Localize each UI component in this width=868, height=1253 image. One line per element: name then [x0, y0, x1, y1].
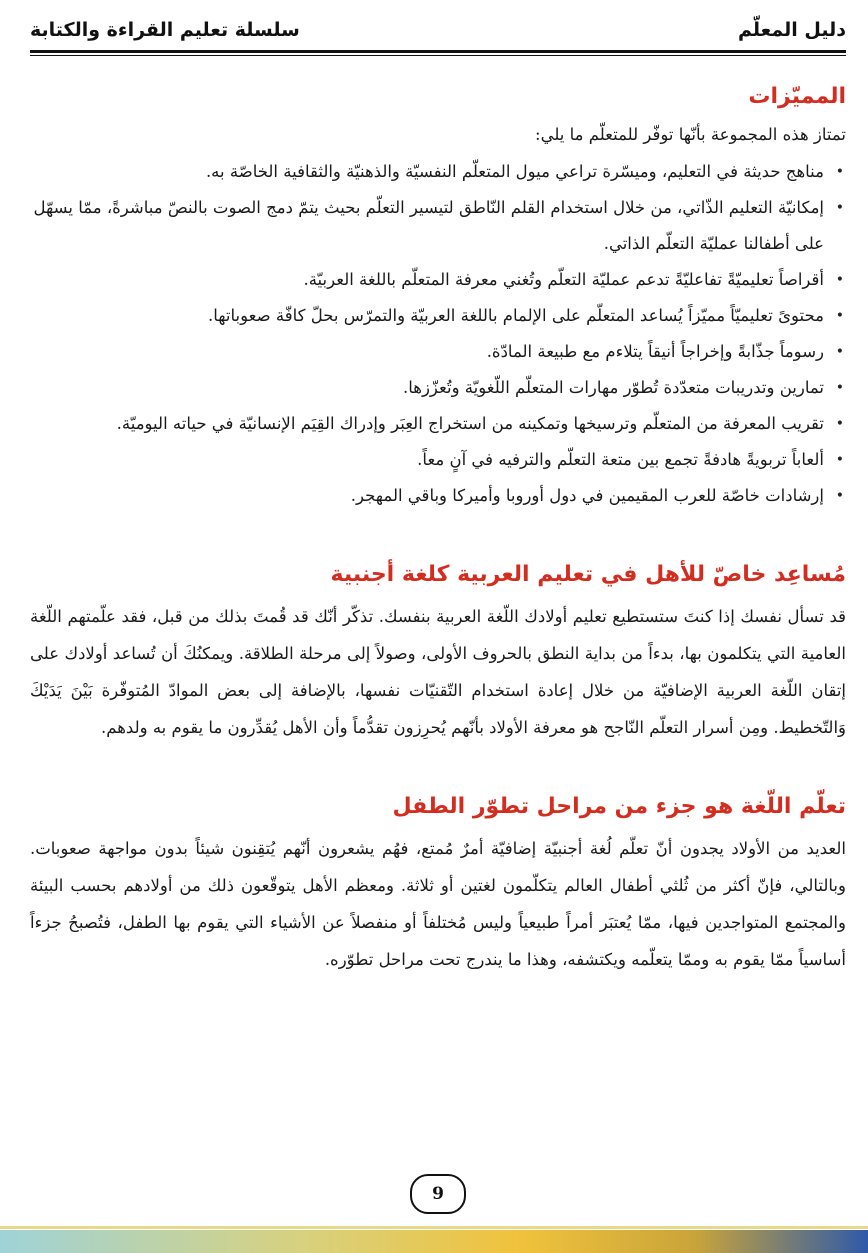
list-item: • ألعاباً تربويةً هادفةً تجمع بين متعة التعلّم والترفيه في آنٍ معاً.: [30, 442, 846, 478]
list-item: • محتوىً تعليميّاً مميّزاً يُساعد المتعلّم على الإلمام باللغة العربيّة والتمرّس بحلّ كافّة صعوباتها.: [30, 298, 846, 334]
bullet-icon: •: [835, 488, 844, 504]
list-item: • أقراصاً تعليميّةً تفاعليّةً تدعم عمليّة التعلّم وتُغني معرفة المتعلّم باللغة العربيّة.: [30, 262, 846, 298]
list-item: • إرشادات خاصّة للعرب المقيمين في دول أوروبا وأميركا وباقي المهجر.: [30, 478, 846, 514]
development-section: [30, 790, 846, 978]
page-number: 9: [410, 1174, 466, 1214]
bullet-icon: •: [835, 452, 844, 468]
bullet-icon: •: [835, 200, 844, 216]
features-title: المميّزات: [748, 84, 846, 109]
parents-title: مُساعِد خاصّ للأهل في تعليم العربية كلغة أجنبية: [330, 562, 846, 587]
guide-title: دليل المعلّم: [738, 19, 846, 41]
list-item: • تمارين وتدريبات متعدّدة تُطوّر مهارات المتعلّم اللّغويّة وتُعزّزها.: [30, 370, 846, 406]
bullet-icon: •: [835, 308, 844, 324]
header-divider-thin: [30, 55, 846, 56]
list-item: • تقريب المعرفة من المتعلّم وترسيخها وتمكينه من استخراج العِبَر وإدراك القِيَم الإنسانيّة في حياته اليوميّة.: [30, 406, 846, 442]
page-header: [30, 10, 846, 50]
bullet-icon: •: [835, 416, 844, 432]
footer-color-band: [0, 1230, 868, 1253]
header-divider: [30, 50, 846, 53]
bullet-icon: •: [835, 380, 844, 396]
development-paragraph: العديد من الأولاد يجدون أنّ تعلّم لُغة أجنبيّة إضافيّة أمرٌ مُمتع، فهُم يشعرون أنّهم يُتقِنون شيئاً بدون مواجهة صعوبات. وبالتالي، فإنّ أكثر من ثُلثي أطفال العالم يتكلّمون لغتين أو ثلاثة. ومعظم الأهل يتوقّعون ذلك من أولادهم بحسب البيئة والمجتمع المتواجدين فيها، ممّا يُعتبَر أمراً طبيعياً وليس مُختلفاً أو منفصلاً عن الأشياء التي يقوم بها الطفل، فتُصبحُ جزءاً أساسياً ممّا يقوم به وممّا يتعلّمه ويكتشفه، وهذا ما يندرج تحت مراحل تطوّره.: [30, 839, 846, 969]
features-section: [30, 80, 846, 514]
features-list: [30, 154, 846, 514]
series-title: سلسلة تعليم القراءة والكتابة: [30, 19, 300, 41]
list-item: • رسوماً جذّابةً وإخراجاً أنيقاً يتلاءم مع طبيعة المادّة.: [30, 334, 846, 370]
bullet-icon: •: [835, 164, 844, 180]
features-intro: تمتاز هذه المجموعة بأنّها توفّر للمتعلّم ما يلي:: [535, 125, 846, 144]
development-title: تعلّم اللّغة هو جزء من مراحل تطوّر الطفل: [392, 794, 846, 819]
list-item: • مناهج حديثة في التعليم، وميسّرة تراعي ميول المتعلّم النفسيّة والذهنيّة والثقافية الخاصّة به.: [30, 154, 846, 190]
bullet-icon: •: [835, 272, 844, 288]
parents-paragraph: قد تسأل نفسك إذا كنتَ ستستطيع تعليم أولادك اللّغة العربية بنفسك. تذكّر أنّك قد قُمتَ بذلك من قبل، فقد علّمتهم اللّغة العامية التي يتكلمون بها، بدءاً من بداية النطق بالحروف الأولى، وصولاً إلى مرحلة الطلاقة. ويمكنُكَ أن تُساعد أولادك على إتقان اللّغة العربية الإضافيّة من خلال إعادة استخدام التّقنيّات نفسها، بالإضافة إلى بعض الموادّ المُتوفّرة بَيْنَ يَدَيْكَ وَالتّخطيط. ومِن أسرار التعلّم النّاجح هو معرفة الأولاد بأنّهم يُحرِزون تقدُّماً وأن الأهل يُقدِّرون ما يقوم به ولدهم.: [30, 607, 846, 737]
parents-section: [30, 558, 846, 746]
list-item: • إمكانيّة التعليم الذّاتي، من خلال استخدام القلم النّاطق لتيسير التعلّم بحيث يتمّ دمج الصوت بالنصّ مباشرةً، ممّا يسهّل على أطفالنا عمليّة التعلّم الذاتي.: [30, 190, 846, 262]
page-content: [30, 80, 846, 978]
bullet-icon: •: [835, 344, 844, 360]
footer-line: [0, 1226, 868, 1229]
